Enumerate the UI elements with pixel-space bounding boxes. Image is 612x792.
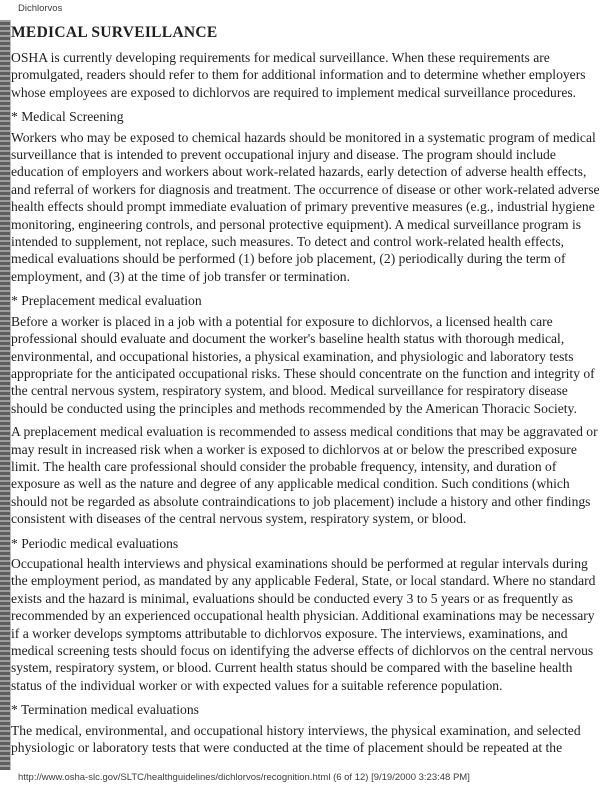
section-heading-periodic-evaluations: * Periodic medical evaluations bbox=[11, 535, 179, 551]
paragraph: A preplacement medical evaluation is recommended to assess medical conditions that may be aggravated or may result in increased risk when a worker is exposed to dichlorvos at or below the prescribed exposure limit. The health care professional should consider the probable frequency, intensity, and duration of exposure as well as the nature and degree of any applicable medical condition. Such conditions (which should not be regarded as absolute contraindications to job placement) include a history and other findings consistent with diseases of the central nervous system, respiratory system, or blood. bbox=[11, 424, 598, 527]
intro-paragraph: OSHA is currently developing requirements for medical surveillance. When these requirements are promulgated, readers should refer to them for additional information and to determine whether employers whose employees are exposed to dichlorvos are required to implement medical surveillance procedures. bbox=[11, 50, 586, 100]
paragraph: Occupational health interviews and physical examinations should be performed at regular intervals during the employment period, as mandated by any applicable Federal, State, or local standard. Where no standard exists and the hazard is minimal, evaluations should be conducted every 3 to 5 years or as frequently as recommended by an experienced occupational health physician. Additional examinations may be necessary if a worker develops symptoms attributable to dichlorvos exposure. The interviews, examinations, and medical screening tests should focus on identifying the adverse effects of dichlorvos on the central nervous system, respiratory system, or blood. Current health status should be compared with the baseline health status of the individual worker or with expected values for a suitable reference population. bbox=[11, 555, 596, 693]
document-title: MEDICAL SURVEILLANCE bbox=[11, 24, 218, 41]
section-heading-preplacement-evaluation: * Preplacement medical evaluation bbox=[11, 293, 202, 309]
section-heading-termination-evaluations: * Termination medical evaluations bbox=[11, 702, 199, 718]
section-heading-medical-screening: * Medical Screening bbox=[11, 109, 124, 125]
paragraph: The medical, environmental, and occupational history interviews, the physical examination, and selected physiologic or laboratory tests that were conducted at the time of placement should be repeated at the bbox=[11, 722, 581, 756]
running-header-title: Dichlorvos bbox=[18, 3, 63, 14]
paragraph: Workers who may be exposed to chemical hazards should be monitored in a systematic program of medical surveillance that is intended to prevent occupational injury and disease. The program should include education of employers and workers about work-related hazards, early detection of adverse health effects, and referral of workers for diagnosis and treatment. The occurrence of disease or other work-related adverse health effects should prompt immediate evaluation of primary preventive measures (e.g., industrial hygiene monitoring, engineering controls, and personal protective equipment). A medical surveillance program is intended to supplement, not replace, such measures. To detect and control work-related health effects, medical evaluations should be performed (1) before job placement, (2) periodically during the term of employment, and (3) at the time of job transfer or termination. bbox=[11, 129, 600, 284]
paragraph: Before a worker is placed in a job with a potential for exposure to dichlorvos, a licensed health care professional should evaluate and document the worker's baseline health status with thorough medical, environmental, and occupational histories, a physical examination, and physiologic and laboratory tests appropriate for the anticipated occupational risks. These should concentrate on the function and integrity of the central nervous system, respiratory system, and blood. Medical surveillance for respiratory disease should be conducted using the principles and methods recommended by the American Thoracic Society. bbox=[11, 313, 595, 416]
footer-url-pagination: http://www.osha-slc.gov/SLTC/healthguidelines/dichlorvos/recognition.html (6 of 12) [9/19/2000 3:23:48 PM] bbox=[18, 772, 470, 783]
scanned-binding-edge bbox=[0, 20, 11, 770]
document-body bbox=[11, 22, 603, 762]
